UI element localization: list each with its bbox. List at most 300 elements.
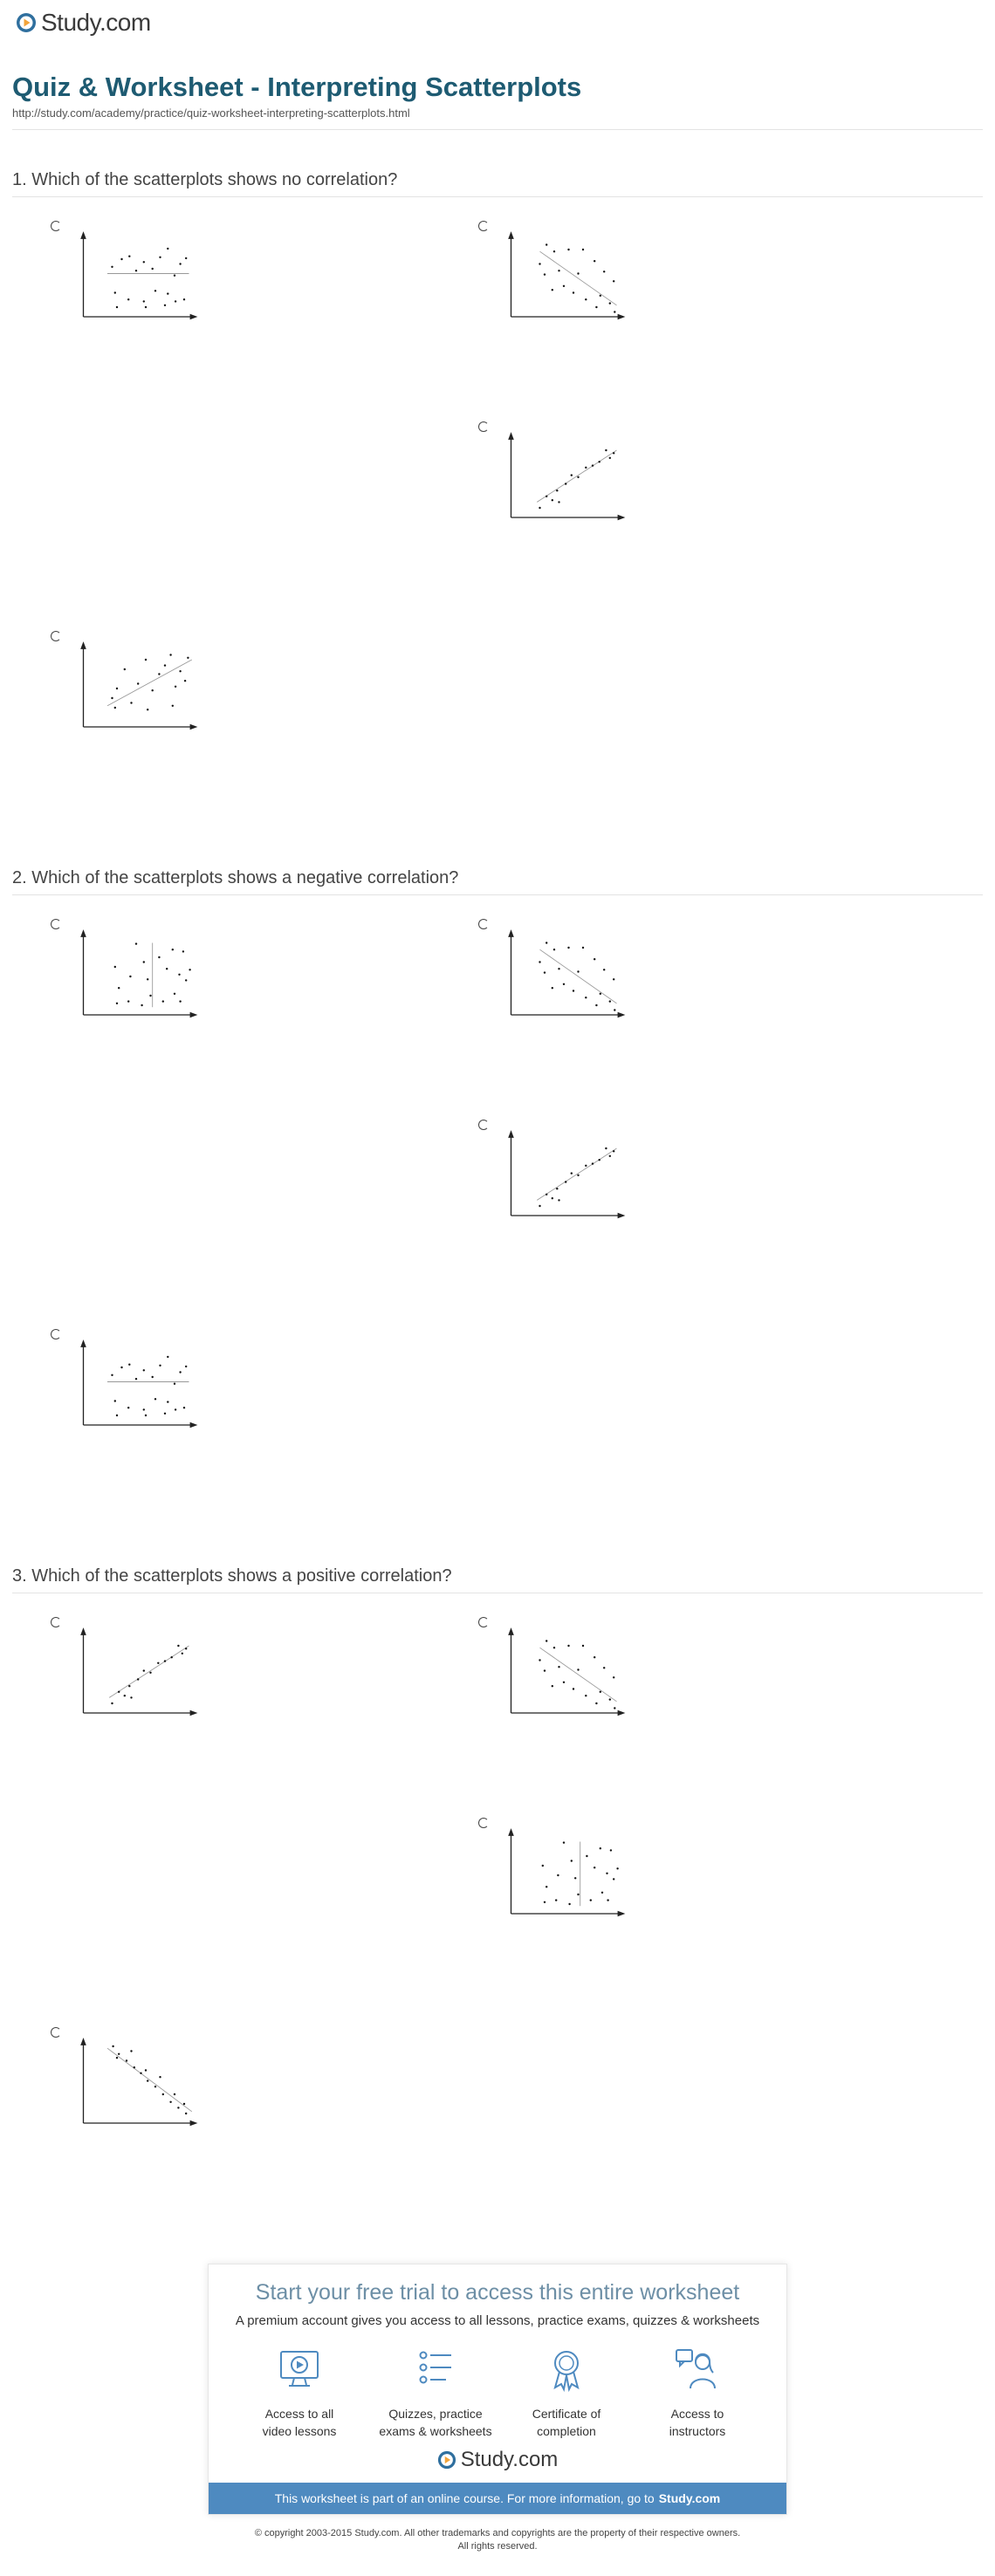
scatterplot xyxy=(51,2027,225,2202)
answer-option-2-3[interactable] xyxy=(478,1120,688,1303)
answer-option-1-4[interactable] xyxy=(51,631,260,814)
data-point xyxy=(603,271,605,272)
data-point xyxy=(151,1376,153,1378)
data-point xyxy=(143,300,145,302)
data-point xyxy=(167,1401,168,1402)
y-axis-arrow xyxy=(508,1627,514,1635)
x-axis-arrow xyxy=(190,1710,198,1716)
data-point xyxy=(585,997,587,998)
data-point xyxy=(116,2057,118,2059)
data-point xyxy=(130,2050,132,2052)
copyright xyxy=(0,2527,995,2553)
data-point xyxy=(111,1374,113,1376)
question-2-text: 2. Which of the scatterplots shows a negative correlation? xyxy=(12,868,459,887)
data-point xyxy=(565,483,566,484)
data-point xyxy=(558,1666,559,1668)
data-point xyxy=(600,993,601,995)
data-point xyxy=(145,659,147,661)
trend-line xyxy=(540,251,617,305)
scatterplot xyxy=(478,421,653,596)
data-point xyxy=(613,1150,614,1152)
data-point xyxy=(613,978,614,980)
y-axis-arrow xyxy=(508,1130,514,1138)
answer-option-1-1[interactable] xyxy=(51,221,260,404)
data-point xyxy=(151,268,153,270)
data-point xyxy=(124,668,126,670)
y-axis-arrow xyxy=(80,1339,86,1347)
x-axis-arrow xyxy=(190,2120,198,2127)
trend-line xyxy=(107,660,192,706)
promo-logo[interactable] xyxy=(209,2448,786,2472)
x-axis-arrow xyxy=(618,1213,626,1219)
logo-text: Study.com xyxy=(41,9,151,36)
feature-line2: exams & worksheets xyxy=(379,2424,492,2438)
data-point xyxy=(135,942,137,944)
data-point xyxy=(143,1669,145,1671)
question-3-text: 3. Which of the scatterplots shows a positive correlation? xyxy=(12,1566,452,1586)
data-point xyxy=(128,1363,130,1365)
answer-option-2-1[interactable] xyxy=(51,919,260,1102)
page-url: http://study.com/academy/practice/quiz-worksheet-interpreting-scatterplots.html xyxy=(12,106,410,120)
answer-option-2-4[interactable] xyxy=(51,1329,260,1512)
x-axis-arrow xyxy=(618,314,626,320)
data-point xyxy=(164,664,166,666)
data-point xyxy=(558,270,559,271)
data-point xyxy=(185,257,187,259)
data-point xyxy=(544,1669,546,1671)
data-point xyxy=(546,1194,547,1196)
data-point xyxy=(577,1668,579,1670)
data-point xyxy=(586,1855,587,1857)
data-point xyxy=(145,306,147,308)
data-point xyxy=(149,995,151,997)
data-point xyxy=(175,686,176,688)
instructor-icon xyxy=(673,2345,722,2394)
feature-line2: completion xyxy=(537,2424,596,2438)
data-point xyxy=(174,1382,175,1384)
scatterplot xyxy=(478,1120,653,1294)
data-point xyxy=(568,1903,570,1905)
y-axis-arrow xyxy=(80,641,86,649)
x-axis-arrow xyxy=(618,1911,626,1917)
data-point xyxy=(603,1667,605,1668)
answer-option-1-3[interactable] xyxy=(478,421,688,605)
data-point xyxy=(172,705,174,707)
data-point xyxy=(118,987,120,989)
answer-option-3-3[interactable] xyxy=(478,1818,688,2001)
data-point xyxy=(183,1407,185,1408)
y-axis-arrow xyxy=(508,929,514,937)
monitor-play-icon xyxy=(275,2345,324,2394)
data-point xyxy=(553,250,555,252)
data-point xyxy=(127,1000,129,1002)
data-point xyxy=(609,1155,611,1157)
data-point xyxy=(558,501,559,503)
data-point xyxy=(172,949,174,950)
x-axis-arrow xyxy=(618,515,626,521)
data-point xyxy=(164,1413,166,1415)
data-point xyxy=(609,302,611,304)
data-point xyxy=(120,1367,122,1368)
data-point xyxy=(607,1899,608,1901)
data-point xyxy=(571,1860,573,1861)
checklist-icon xyxy=(411,2345,460,2394)
data-point xyxy=(187,657,189,659)
data-point xyxy=(159,1365,161,1367)
scatterplot xyxy=(478,221,653,395)
data-point xyxy=(565,1181,566,1182)
data-point xyxy=(613,1676,614,1678)
data-point xyxy=(567,947,569,949)
data-point xyxy=(546,243,547,245)
data-point xyxy=(170,1656,172,1658)
data-point xyxy=(158,956,160,958)
y-axis-arrow xyxy=(80,2038,86,2045)
data-point xyxy=(573,291,574,293)
scatterplot xyxy=(478,1617,653,1792)
data-point xyxy=(601,1892,603,1894)
data-point xyxy=(558,1199,559,1201)
data-point xyxy=(594,1656,595,1658)
data-point xyxy=(128,1685,130,1687)
trend-line xyxy=(109,1646,189,1697)
scatterplot xyxy=(51,631,225,805)
data-point xyxy=(614,311,615,312)
data-point xyxy=(114,291,116,293)
data-point xyxy=(609,1698,611,1700)
data-point xyxy=(577,970,579,972)
answer-option-2-2[interactable] xyxy=(478,919,688,1102)
x-axis-arrow xyxy=(190,314,198,320)
data-point xyxy=(592,1162,594,1164)
data-point xyxy=(552,1197,553,1199)
data-point xyxy=(111,266,113,268)
page-title: Quiz & Worksheet - Interpreting Scatterplots xyxy=(12,72,582,102)
trend-line xyxy=(540,949,617,1004)
free-trial-promo xyxy=(208,2264,787,2515)
data-point xyxy=(610,1849,612,1851)
data-point xyxy=(595,1004,597,1006)
data-point xyxy=(585,467,587,469)
data-point xyxy=(606,1873,607,1874)
data-point xyxy=(600,1691,601,1693)
data-point xyxy=(573,1688,574,1689)
data-point xyxy=(141,1004,142,1006)
x-axis-arrow xyxy=(190,1422,198,1428)
data-point xyxy=(130,702,132,703)
data-point xyxy=(185,979,187,981)
data-point xyxy=(149,1672,151,1674)
data-point xyxy=(189,969,190,970)
data-point xyxy=(574,1877,576,1879)
data-point xyxy=(183,298,185,300)
data-point xyxy=(159,2076,161,2078)
data-point xyxy=(162,1000,164,1002)
y-axis-arrow xyxy=(80,1627,86,1635)
divider xyxy=(12,196,983,197)
data-point xyxy=(169,654,171,655)
data-point xyxy=(157,1662,159,1664)
data-point xyxy=(539,507,540,509)
data-point xyxy=(609,1000,611,1002)
feature-line1: Access to xyxy=(670,2407,724,2421)
data-point xyxy=(613,280,614,282)
data-point xyxy=(571,474,573,476)
data-point xyxy=(175,300,176,302)
data-point xyxy=(112,2045,113,2047)
data-point xyxy=(600,295,601,297)
data-point xyxy=(129,976,131,977)
y-axis-arrow xyxy=(80,231,86,239)
data-point xyxy=(539,263,540,264)
data-point xyxy=(542,1865,544,1867)
scatterplot xyxy=(478,1818,653,1992)
data-point xyxy=(544,971,546,973)
data-point xyxy=(145,2069,147,2071)
data-point xyxy=(556,1188,558,1189)
data-point xyxy=(166,968,168,969)
data-point xyxy=(162,2093,164,2095)
data-point xyxy=(164,305,166,306)
data-point xyxy=(116,688,118,689)
data-point xyxy=(177,1645,179,1647)
data-point xyxy=(120,258,122,260)
data-point xyxy=(544,273,546,275)
x-axis-arrow xyxy=(190,724,198,730)
data-point xyxy=(603,969,605,970)
data-point xyxy=(184,680,186,682)
certificate-ribbon-icon xyxy=(542,2345,591,2394)
data-point xyxy=(539,1659,540,1661)
data-point xyxy=(595,306,597,308)
divider xyxy=(12,129,983,130)
x-axis-arrow xyxy=(618,1710,626,1716)
data-point xyxy=(546,942,547,943)
data-point xyxy=(147,709,148,710)
data-point xyxy=(582,1645,584,1647)
data-point xyxy=(558,968,559,969)
copyright-line1: © copyright 2003-2015 Study.com. All other trademarks and copyrights are the property of their respective owners. xyxy=(254,2528,741,2538)
data-point xyxy=(145,1415,147,1416)
feature-line2: video lessons xyxy=(262,2424,337,2438)
data-point xyxy=(114,966,116,968)
data-point xyxy=(585,1165,587,1167)
data-point xyxy=(126,2059,127,2061)
answer-option-3-2[interactable] xyxy=(478,1617,688,1800)
data-point xyxy=(167,248,168,250)
data-point xyxy=(567,1645,569,1647)
data-point xyxy=(174,274,175,276)
data-point xyxy=(175,1408,176,1410)
data-point xyxy=(151,689,153,691)
data-point xyxy=(127,298,129,300)
data-point xyxy=(563,1841,565,1843)
promo-headline[interactable]: Start your free trial to access this entire worksheet xyxy=(255,2280,740,2305)
data-point xyxy=(594,958,595,960)
data-point xyxy=(164,1660,166,1661)
data-point xyxy=(585,298,587,300)
banner-text: This worksheet is part of an online course. For more information, go to xyxy=(274,2491,655,2505)
course-banner xyxy=(209,2483,786,2514)
x-axis-arrow xyxy=(618,1012,626,1018)
data-point xyxy=(567,249,569,250)
data-point xyxy=(577,1894,579,1895)
divider xyxy=(12,894,983,895)
data-point xyxy=(546,1886,547,1887)
data-point xyxy=(555,1899,557,1901)
data-point xyxy=(128,255,130,257)
y-axis-arrow xyxy=(508,432,514,440)
data-point xyxy=(546,496,547,497)
scatterplot xyxy=(478,919,653,1093)
data-point xyxy=(111,1702,113,1704)
data-point xyxy=(183,2103,185,2105)
data-point xyxy=(143,961,145,963)
data-point xyxy=(179,1000,181,1002)
data-point xyxy=(140,2072,141,2074)
data-point xyxy=(174,993,175,995)
data-point xyxy=(137,1678,139,1680)
y-axis-arrow xyxy=(80,929,86,937)
data-point xyxy=(130,1696,132,1698)
data-point xyxy=(185,1648,187,1649)
data-point xyxy=(143,261,145,263)
data-point xyxy=(577,272,579,274)
promo-subtext: A premium account gives you access to all lessons, practice exams, quizzes & worksheets xyxy=(235,2313,760,2328)
trend-line xyxy=(540,1648,617,1702)
data-point xyxy=(563,983,565,985)
y-axis-arrow xyxy=(508,1828,514,1836)
data-point xyxy=(179,1371,181,1373)
data-point xyxy=(185,1366,187,1367)
feature-certificate xyxy=(505,2345,628,2440)
data-point xyxy=(182,1653,183,1655)
data-point xyxy=(178,974,180,976)
data-point xyxy=(154,2086,156,2087)
data-point xyxy=(553,949,555,950)
data-point xyxy=(158,673,160,675)
feature-line1: Certificate of xyxy=(532,2407,601,2421)
data-point xyxy=(577,1175,579,1176)
data-point xyxy=(143,1369,145,1371)
data-point xyxy=(609,457,611,459)
data-point xyxy=(613,452,614,454)
feature-instructors xyxy=(636,2345,758,2440)
copyright-line2: All rights reserved. xyxy=(457,2541,538,2552)
data-point xyxy=(546,1640,547,1641)
data-point xyxy=(614,1707,615,1709)
data-point xyxy=(553,1647,555,1648)
data-point xyxy=(539,1205,540,1207)
banner-link[interactable]: Study.com xyxy=(658,2491,721,2505)
scatterplot xyxy=(51,919,225,1093)
data-point xyxy=(118,2053,120,2055)
promo-logo-text: Study.com xyxy=(460,2448,559,2471)
play-logo-icon xyxy=(437,2450,456,2470)
data-point xyxy=(594,1867,595,1868)
data-point xyxy=(600,1847,601,1849)
data-point xyxy=(182,950,184,952)
data-point xyxy=(616,1867,618,1869)
data-point xyxy=(544,1901,546,1903)
data-point xyxy=(114,707,116,709)
data-point xyxy=(582,249,584,250)
scatterplot xyxy=(51,221,225,395)
data-point xyxy=(137,682,139,684)
data-point xyxy=(563,285,565,287)
data-point xyxy=(571,1172,573,1174)
data-point xyxy=(116,1003,118,1004)
data-point xyxy=(557,1874,559,1876)
data-point xyxy=(147,978,148,980)
trend-line xyxy=(537,450,616,502)
feature-quizzes xyxy=(374,2345,497,2440)
data-point xyxy=(147,2079,148,2081)
trend-line xyxy=(537,1148,616,1200)
data-point xyxy=(605,449,607,451)
data-point xyxy=(174,2093,175,2095)
data-point xyxy=(154,1398,156,1400)
feature-line2: instructors xyxy=(669,2424,726,2438)
data-point xyxy=(585,1695,587,1696)
data-point xyxy=(185,2113,187,2114)
data-point xyxy=(177,2107,179,2108)
scatterplot xyxy=(51,1329,225,1504)
data-point xyxy=(598,461,600,462)
data-point xyxy=(114,1400,116,1401)
data-point xyxy=(135,1378,137,1380)
data-point xyxy=(169,2101,171,2103)
answer-option-3-1[interactable] xyxy=(51,1617,260,1800)
data-point xyxy=(552,987,553,989)
y-axis-arrow xyxy=(508,231,514,239)
data-point xyxy=(179,670,181,672)
data-point xyxy=(614,1009,615,1011)
data-point xyxy=(605,1148,607,1149)
data-point xyxy=(116,1415,118,1416)
data-point xyxy=(563,1682,565,1683)
data-point xyxy=(124,1695,126,1696)
data-point xyxy=(552,499,553,501)
data-point xyxy=(573,990,574,991)
data-point xyxy=(116,306,118,308)
data-point xyxy=(143,1408,145,1410)
answer-option-3-4[interactable] xyxy=(51,2027,260,2210)
feature-line1: Access to all xyxy=(264,2407,334,2421)
data-point xyxy=(598,1159,600,1161)
data-point xyxy=(577,476,579,478)
feature-video-lessons xyxy=(238,2345,360,2440)
data-point xyxy=(592,464,594,466)
data-point xyxy=(159,257,161,258)
data-point xyxy=(167,292,168,294)
x-axis-arrow xyxy=(190,1012,198,1018)
question-1-text: 1. Which of the scatterplots shows no correlation? xyxy=(12,170,398,189)
data-point xyxy=(595,1702,597,1704)
feature-line1: Quizzes, practice xyxy=(388,2407,483,2421)
data-point xyxy=(582,947,584,949)
data-point xyxy=(556,490,558,491)
data-point xyxy=(118,1691,120,1693)
data-point xyxy=(590,1899,592,1901)
answer-option-1-2[interactable] xyxy=(478,221,688,404)
data-point xyxy=(539,961,540,963)
trend-line xyxy=(107,2048,192,2112)
data-point xyxy=(127,1407,129,1408)
data-point xyxy=(167,1356,168,1358)
data-point xyxy=(552,289,553,291)
study-logo[interactable] xyxy=(16,9,151,37)
